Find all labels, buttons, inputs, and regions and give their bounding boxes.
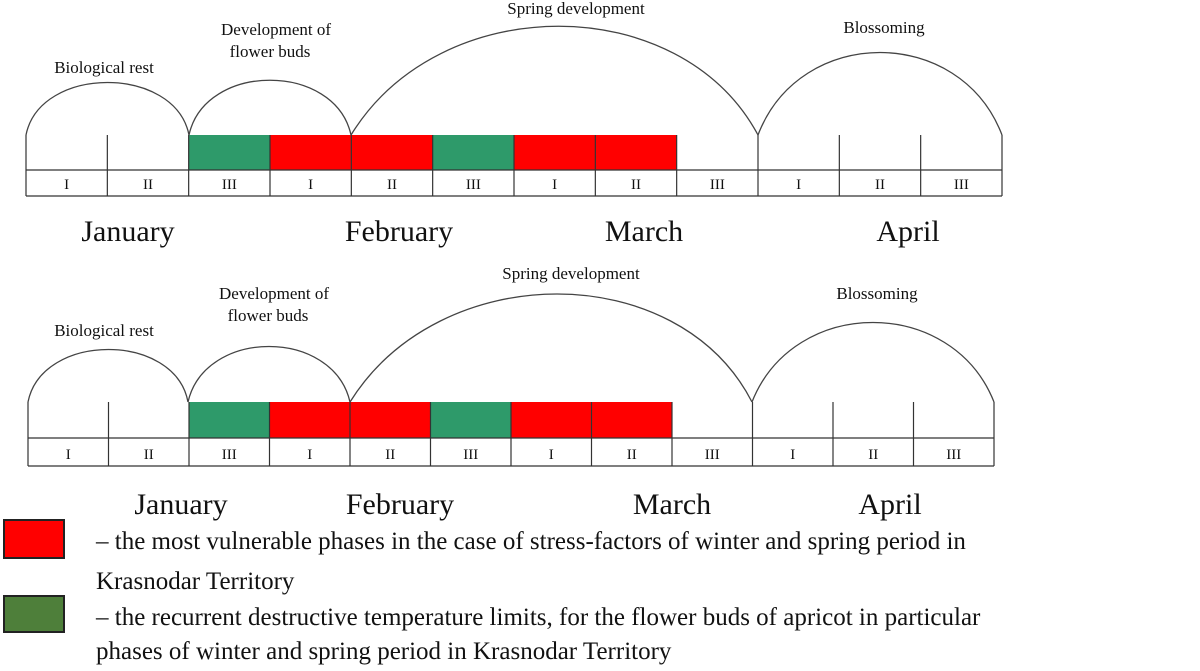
decade-label: III — [221, 447, 237, 463]
decade-label: III — [704, 447, 720, 463]
month-label-april: April — [876, 215, 940, 248]
vulnerable-phase-cell — [592, 402, 673, 438]
label-blossoming: Blossoming — [843, 18, 925, 37]
decade-label: I — [552, 177, 558, 193]
diagram-1 — [26, 0, 1002, 248]
decade-label: III — [709, 177, 725, 193]
decade-label: I — [64, 177, 70, 193]
diagram-2 — [28, 264, 994, 521]
arc-biological-rest — [26, 83, 189, 136]
month-label-april: April — [858, 488, 922, 521]
destructive-temperature-cell — [189, 135, 270, 170]
decade-label: II — [631, 177, 641, 193]
arc-blossoming — [752, 323, 994, 403]
legend-red-text-line1: – the most vulnerable phases in the case of stress-factors of winter and spring period in — [96, 528, 966, 555]
label-spring-development: Spring development — [502, 264, 640, 283]
decade-label: I — [307, 447, 313, 463]
month-label-march: March — [604, 215, 684, 248]
decade-label: I — [65, 447, 71, 463]
month-label-march: March — [632, 488, 712, 521]
vulnerable-phase-cell — [595, 135, 676, 170]
decade-label: I — [790, 447, 796, 463]
decade-labels — [66, 447, 962, 463]
label-spring-development: Spring development — [507, 0, 645, 18]
decade-label: II — [143, 447, 154, 463]
month-label-february: February — [344, 215, 454, 248]
decade-label: I — [308, 177, 314, 193]
decade-label: II — [143, 177, 153, 193]
arc-biological-rest — [28, 350, 188, 403]
decade-label: III — [465, 177, 481, 193]
arc-flower-buds — [189, 80, 351, 135]
decade-label: I — [796, 177, 802, 193]
legend-green-text-line2: phases of winter and spring period in Krasnodar Territory — [96, 638, 672, 665]
label-biological-rest: Biological rest — [54, 321, 154, 340]
phase-arcs — [28, 294, 994, 402]
decade-label: II — [387, 177, 397, 193]
label-blossoming: Blossoming — [836, 284, 918, 303]
vulnerable-phase-cell — [350, 402, 431, 438]
label-flower-buds-line2: flower buds — [227, 306, 309, 325]
decade-label: II — [626, 447, 637, 463]
decade-label: II — [868, 447, 879, 463]
arc-spring-development — [350, 294, 752, 402]
arc-spring-development — [351, 26, 758, 135]
vulnerable-phase-cell — [270, 402, 351, 438]
vulnerable-phase-cell — [351, 135, 432, 170]
decade-label: III — [946, 447, 962, 463]
label-flower-buds-line2: flower buds — [229, 42, 311, 61]
destructive-temperature-cell — [433, 135, 514, 170]
month-label-january: January — [81, 215, 175, 248]
month-label-february: February — [345, 488, 455, 521]
arc-flower-buds — [188, 347, 350, 403]
decade-labels — [64, 177, 969, 193]
month-label-january: January — [134, 488, 228, 521]
label-biological-rest: Biological rest — [54, 58, 154, 77]
decade-label: II — [875, 177, 885, 193]
timeline-frame — [26, 135, 1002, 196]
label-flower-buds-line1: Development of — [221, 20, 331, 39]
label-flower-buds-line1: Development of — [219, 284, 329, 303]
phase-arcs — [26, 26, 1002, 135]
destructive-temperature-cell — [431, 402, 512, 438]
decade-label: III — [463, 447, 479, 463]
decade-label: I — [548, 447, 554, 463]
destructive-temperature-cell — [189, 402, 270, 438]
vulnerable-phase-cell — [270, 135, 351, 170]
vulnerable-phase-cell — [511, 402, 592, 438]
vulnerable-phase-cell — [514, 135, 595, 170]
arc-blossoming — [758, 53, 1002, 136]
legend-green-text-line1: – the recurrent destructive temperature limits, for the flower buds of apricot in particular — [96, 604, 981, 631]
legend-red-text-line2: Krasnodar Territory — [96, 568, 295, 595]
decade-label: III — [221, 177, 237, 193]
decade-label: III — [953, 177, 969, 193]
timeline-frame — [28, 402, 994, 466]
decade-label: II — [385, 447, 396, 463]
